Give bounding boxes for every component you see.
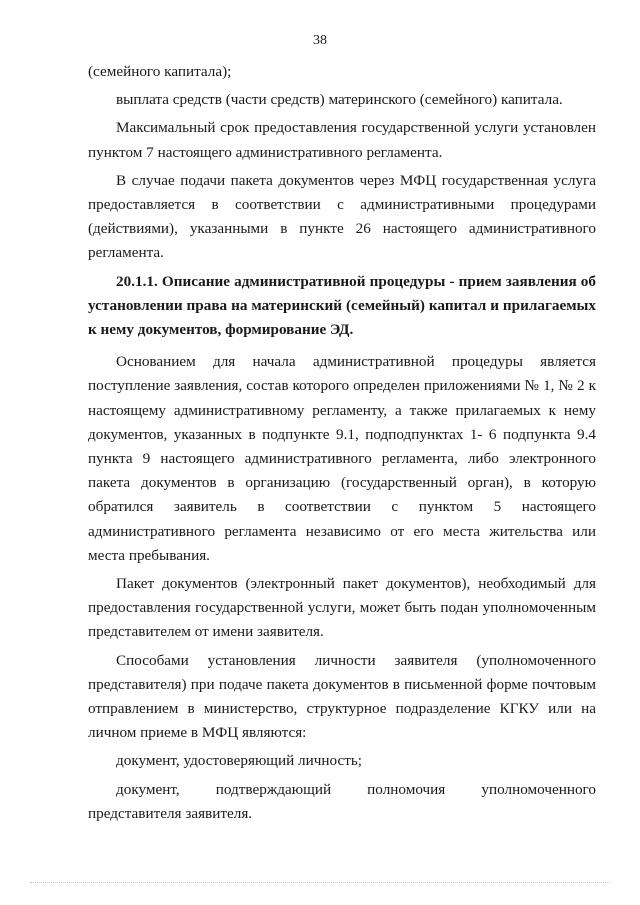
paragraph: выплата средств (части средств) материнского (семейного) капитала. — [116, 91, 563, 109]
paragraph: Основанием для начала административной процедуры является поступление заявления, состав которого определен приложениями № 1, № 2 к настоящему административному регламенту, а также прилагаемых к нему документов, указанных в подпункте 9.1, подподпунктах 1- 6 подпункта 9.4 пункта 9 настоящего административного регламента, либо электронного пакета документов в организацию (государственный орган), в которую обратился заявитель в соответствии с пунктом 5 настоящего административного регламента независимо от его места жительства или места пребывания. — [88, 353, 596, 564]
paragraph: В случае подачи пакета документов через МФЦ государственная услуга предоставляется в соответствии с административными процедурами (действиями), указанными в пункте 26 настоящего административного регламента. — [88, 171, 596, 262]
paragraph: Максимальный срок предоставления государственной услуги установлен пунктом 7 настоящего административного регламента. — [88, 119, 596, 161]
document-body — [88, 60, 596, 830]
paragraph: Способами установления личности заявителя (уполномоченного представителя) при подаче пакета документов в письменной форме почтовым отправлением в министерство, структурное подразделение КГКУ или на личном приеме в МФЦ являются: — [88, 651, 596, 742]
list-item: документ, подтверждающий полномочия уполномоченного представителя заявителя. — [88, 780, 596, 822]
page-number: 38 — [313, 33, 327, 48]
list-item: документ, удостоверяющий личность; — [116, 752, 363, 770]
paragraph: (семейного капитала); — [88, 63, 232, 80]
scan-artifact-line — [30, 882, 610, 885]
section-heading: 20.1.1. Описание административной процедуры - прием заявления об установлении права на материнский (семейный) капитал и прилагаемых к нему документов, формирование ЭД. — [88, 272, 596, 339]
paragraph: Пакет документов (электронный пакет документов), необходимый для предоставления государственной услуги, может быть подан уполномоченным представителем от имени заявителя. — [88, 575, 596, 641]
